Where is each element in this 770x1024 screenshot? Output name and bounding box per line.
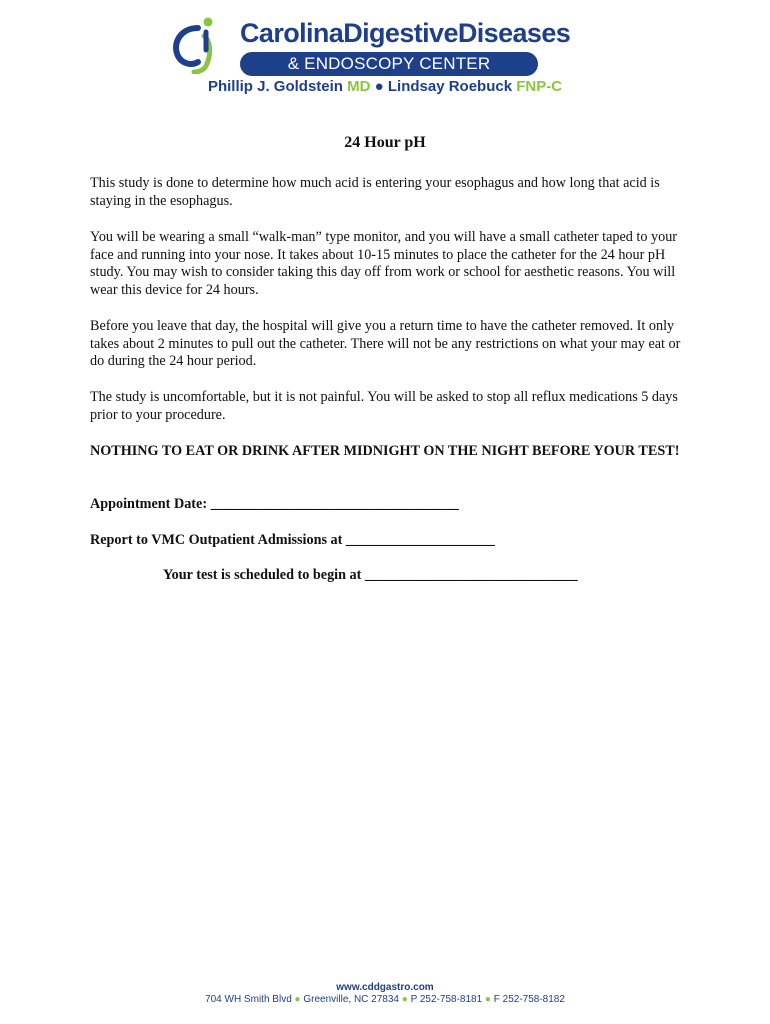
- footer-phone: P 252-758-8181: [410, 994, 483, 1005]
- paragraph-monitor: You will be wearing a small “walk-man” type monitor, and you will have a small catheter taped to your face and running into your nose. It takes about 10-15 minutes to place the catheter for the 24 hour pH study. You may wish to consider taking this day off from work or school for aesthetic reasons. You will wear this device for 24 hours.: [90, 229, 678, 298]
- footer-address: 704 WH Smith Blvd: [205, 994, 292, 1005]
- report-location-line: [90, 532, 690, 550]
- brand-name: CarolinaDigestiveDiseases: [240, 18, 571, 48]
- footer-bullet-2: ●: [401, 994, 408, 1005]
- footer-city: Greenville, NC 27834: [303, 994, 399, 1005]
- schedule-label: Your test is scheduled to begin at: [163, 567, 362, 583]
- doctor-1-credential: MD: [347, 78, 371, 95]
- brand-subtitle: & ENDOSCOPY CENTER: [287, 54, 491, 73]
- report-location-label: Report to VMC Outpatient Admissions at: [90, 532, 343, 548]
- doctor-2-credential: FNP-C: [516, 78, 563, 95]
- fasting-warning: NOTHING TO EAT OR DRINK AFTER MIDNIGHT ON THE NIGHT BEFORE YOUR TEST!: [90, 443, 680, 459]
- footer-fax: F 252-758-8182: [493, 994, 565, 1005]
- providers-line: [0, 78, 770, 95]
- schedule-time-field[interactable]: ______________________________: [364, 567, 578, 583]
- paragraph-purpose: This study is done to determine how much acid is entering your esophagus and how long that acid is staying in the esophagus.: [90, 175, 660, 209]
- doctor-2-name: Lindsay Roebuck: [387, 78, 513, 95]
- doctor-1-name: Phillip J. Goldstein: [207, 78, 343, 95]
- report-time-field[interactable]: _____________________: [345, 532, 495, 548]
- appointment-date-label: Appointment Date:: [90, 496, 208, 512]
- footer-website[interactable]: www.cddgastro.com: [336, 982, 434, 993]
- paragraph-removal: Before you leave that day, the hospital will give you a return time to have the catheter removed. It only takes about 2 minutes to pull out the catheter. There will not be any restrictions on what your may eat or do during the 24 hour period.: [90, 318, 681, 369]
- document-title: 24 Hour pH: [344, 134, 426, 151]
- footer-bullet-1: ●: [294, 994, 301, 1005]
- schedule-line: [163, 567, 723, 585]
- cdd-logo-icon: [168, 14, 224, 74]
- appointment-date-line: [90, 496, 690, 514]
- paragraph-medications: The study is uncomfortable, but it is not painful. You will be asked to stop all reflux medications 5 days prior to your procedure.: [90, 389, 678, 423]
- separator-bullet: ●: [374, 78, 384, 95]
- footer-bullet-3: ●: [484, 994, 491, 1005]
- letterhead: [0, 0, 770, 110]
- footer-contact: [0, 994, 770, 1005]
- appointment-date-field[interactable]: ___________________________________: [210, 496, 459, 512]
